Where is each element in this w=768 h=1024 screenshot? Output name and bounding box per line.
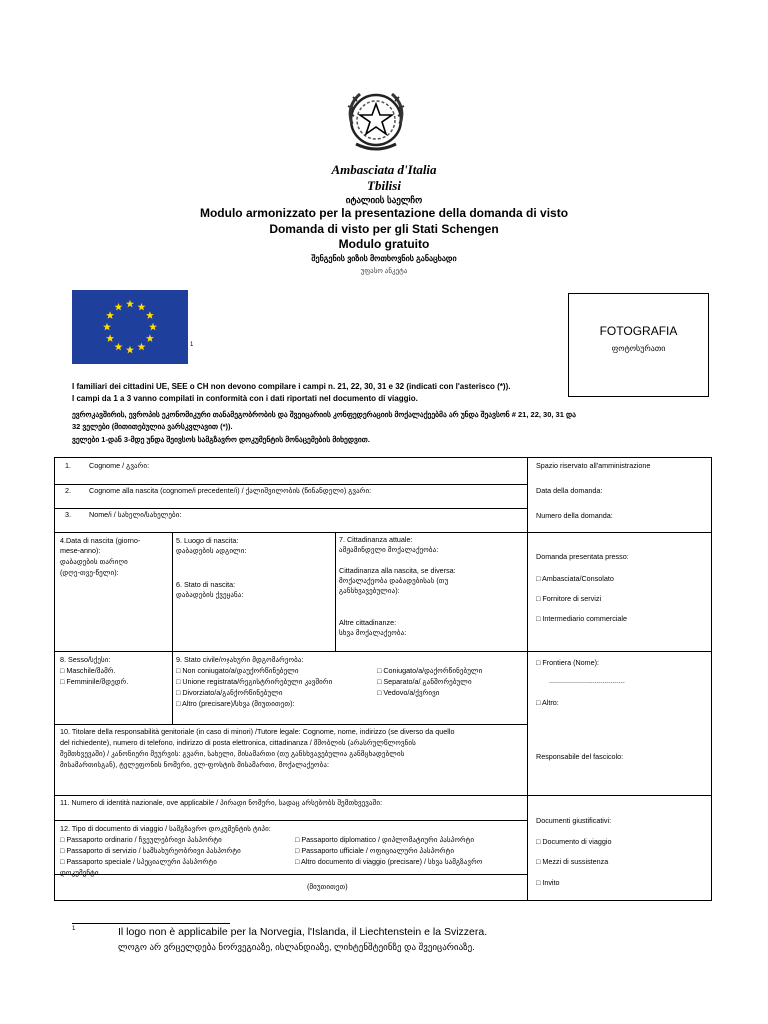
- photo-label-ka: ფოტოსურათი: [611, 344, 666, 353]
- intro-line-4: 32 ველები (მითითებულია ვარსკვლავით (*)).: [72, 422, 233, 431]
- form-title: Modulo armonizzato per la presentazione della domanda di visto: [199, 206, 569, 220]
- embassy-name: Ambasciata d'Italia: [331, 162, 437, 177]
- form-title-ka: შენგენის ვიზის მოთხოვნის განაცხადი: [311, 254, 457, 263]
- form-free-label: Modulo gratuito: [338, 237, 430, 251]
- admin-opt-intermediary: □ Intermediario commerciale: [536, 614, 628, 623]
- admin-dots: ......................................: [549, 676, 625, 685]
- intro-line-3: ევროკავშირის, ევროპის ეკონომიკური თანამეგობრობის და შვეიცარიის კონფედერაციის მოქალაქეებმა არ უნდა შეავსონ # 21, 22, 30, 31 და: [72, 410, 576, 419]
- admin-docs: Documenti giustificativi:: [536, 816, 612, 825]
- form-free-label-ka: უფასო ანკეტა: [360, 268, 408, 275]
- field-national-id[interactable]: 11. Numero di identità nazionale, ove applicabile / პირადი ნომერი, სადაც არსებობს შემთხვევაში:: [60, 798, 383, 807]
- italian-emblem-icon: [342, 86, 410, 156]
- admin-reserved: Spazio riservato all'amministrazione: [536, 461, 651, 470]
- footnote-mark: 1: [72, 926, 76, 932]
- application-form: 1. Cognome / გვარი: 2. Cognome alla nascita (cognome/i precedente/i) / ქალიშვილობის (წინანდელი) გვარი: 3. Nome/i / სახელი/სახელები: 4.Data di nascita (giorno- mese-anno): დაბადების თარიღი (დღე-თვე-წელი): 5. Luogo di nascita: დაბადების ადგილი: 6. Stato di nascita: დაბადების ქვეყანა: 7. Cittadinanza attuale: ამჟამინდელი მოქალაქეობა: Cittadinanza alla nascita, se diversa: მოქალაქეობა დაბადებისას (თუ განსხვავებულია): Altre cittadinanze: სხვა მოქალაქეობა: 8. Sesso/სქესი: □ Maschile/მამრ. □ Femminile/მდედრ. 9. Stato civile/ოჯახური მდგომარეობა: □ Non coniugato/a/დაუქორწინებელი □ Unione registrata/რეგისტრირებული კავშირი □ Divorziato/a/განქორწინებული □ Altro (precisare)/სხვა (მიუთითეთ): □ Coniugato/a/დაქორწინებული □ Separato/a/ განშორებული □ Vedovo/a/ქვრივი 10. Titolare della responsabilità genitoriale (in caso di minori) /Tutore legale: Cognome, nome, indirizzo (se diverso da quello del richiedente), numero di telefono, indirizzo di posta elettronica, cittadinanza / მშობლის (არასრულწლოვნის შემთხვევაში) / კანონიერი მეურვის: გვარი, სახელი, მისამართი (თუ განსხვავებულია განმცხადებლის მისამართისგან), ტელეფონის ნომერი, ელ-ფოსტის მისამართი, მოქალაქეობა: 11. Numero di identità nazionale, ove applicabile / პირადი ნომერი, სადაც არსებობს შემთხვევაში: 12. Tipo di documento di viaggio / სამგზავრო დოკუმენტის ტიპი: □ Passaporto ordinario / ჩვეულებრივი პასპორტი □ Passaporto di servizio / სამსახურეობრივი პასპორტი □ Passaporto speciale / სპეციალური პასპორტი დოკუმენტი □ Passaporto diplomatico / დიპლომატიური პასპორტი □ Passaporto ufficiale / ოფიციალური პასპორტი □ Altro documento di viaggio (precisare) / სხვა სამგზავრო (მიუთითეთ) Spazio riservato all'amministrazione Data della domanda: Numero della domanda: Domanda presentata presso: □ Ambasciata/Consolato □ Fornitore di servizi □ Intermediario commerciale □ Frontiera (Nome): ...................................... □ Altro: Responsabile del fascicolo: Documenti giustificativi: □ Documento di viaggio □ Mezzi di sussistenza □ Invito: [54, 457, 712, 901]
- intro-line-1: I familiari dei cittadini UE, SEE o CH non devono compilare i campi n. 21, 22, 30, 31 e 32 (indicati con l'asterisco (*)).: [72, 382, 511, 391]
- photo-box[interactable]: [568, 293, 709, 397]
- footnote-divider: [72, 923, 230, 924]
- flag-footnote-mark: 1: [190, 342, 194, 348]
- field-travel-doc-title: 12. Tipo di documento di viaggio / სამგზავრო დოკუმენტის ტიპი:: [60, 824, 271, 833]
- admin-opt-provider: □ Fornitore di servizi: [536, 594, 602, 603]
- admin-date: Data della domanda:: [536, 486, 603, 495]
- field-civil-status-title: 9. Stato civile/ოჯახური მდგომარეობა:: [176, 655, 304, 664]
- footnote-text-ka: ლოგო არ ვრცელდება ნორვეგიაზე, ისლანდიაზე, ლიხტენშტეინზე და შვეიცარიაზე.: [118, 942, 475, 952]
- admin-responsible: Responsabile del fascicolo:: [536, 752, 624, 761]
- field-2-number: 2.: [65, 486, 71, 495]
- field-1-number: 1.: [65, 461, 71, 470]
- admin-opt-border: □ Frontiera (Nome):: [536, 658, 600, 667]
- field-surname-at-birth[interactable]: Cognome alla nascita (cognome/i precedente/i) / ქალიშვილობის (წინანდელი) გვარი:: [89, 486, 372, 495]
- field-first-name[interactable]: Nome/i / სახელი/სახელები:: [89, 510, 182, 519]
- intro-line-5: ველები 1-დან 3-მდე უნდა შეივსოს სამგზავრო დოკუმენტის მონაცემების მიხედვით.: [72, 435, 370, 444]
- admin-number: Numero della domanda:: [536, 511, 613, 520]
- admin-doc-means: □ Mezzi di sussistenza: [536, 857, 609, 866]
- form-subtitle: Domanda di visto per gli Stati Schengen: [269, 222, 499, 236]
- admin-opt-embassy: □ Ambasciata/Consolato: [536, 574, 614, 583]
- footnote-text: Il logo non è applicabile per la Norvegia, l'Islanda, il Liechtenstein e la Svizzera.: [118, 926, 488, 938]
- field-surname[interactable]: Cognome / გვარი:: [89, 461, 150, 470]
- embassy-city: Tbilisi: [367, 178, 401, 193]
- embassy-name-ka: იტალიის საელჩო: [345, 195, 423, 205]
- eu-flag-icon: [72, 290, 188, 364]
- admin-doc-invitation: □ Invito: [536, 878, 560, 887]
- admin-submitted: Domanda presentata presso:: [536, 552, 629, 561]
- intro-line-2: I campi da 1 a 3 vanno compilati in conformità con i dati riportati nel documento di viaggio.: [72, 394, 418, 403]
- admin-doc-travel: □ Documento di viaggio: [536, 837, 612, 846]
- field-3-number: 3.: [65, 510, 71, 519]
- photo-label: FOTOGRAFIA: [599, 324, 678, 338]
- admin-opt-other: □ Altro:: [536, 698, 559, 707]
